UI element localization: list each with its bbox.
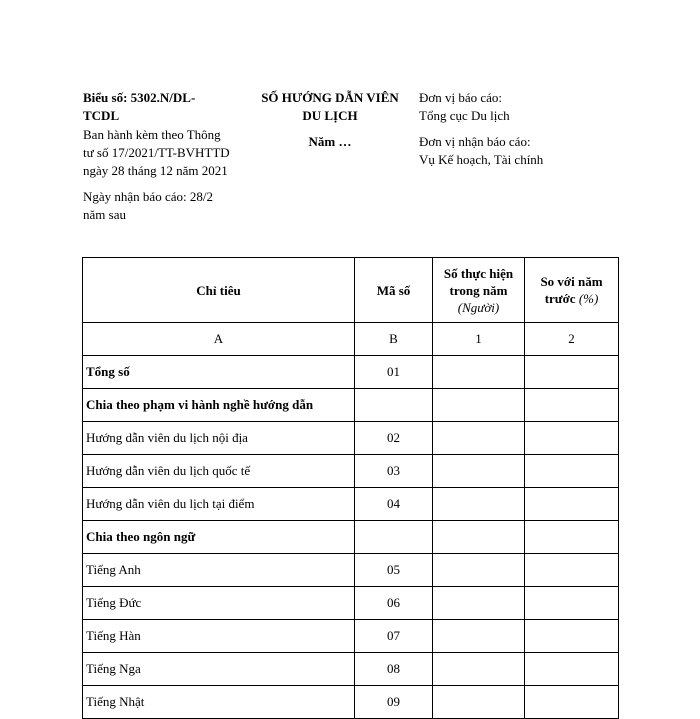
value-cell xyxy=(525,620,619,653)
row-code: 06 xyxy=(355,587,433,620)
table-row xyxy=(83,653,619,686)
table-row xyxy=(83,554,619,587)
form-info-block xyxy=(83,89,243,224)
value-cell xyxy=(433,356,525,389)
letter-cell: B xyxy=(355,323,433,356)
table-row xyxy=(83,356,619,389)
table-row xyxy=(83,521,619,554)
row-label: Chia theo phạm vi hành nghề hướng dẫn xyxy=(83,389,355,422)
row-label: Tổng số xyxy=(83,356,355,389)
row-label: Hướng dẫn viên du lịch quốc tế xyxy=(83,455,355,488)
row-code: 07 xyxy=(355,620,433,653)
row-label: Tiếng Nhật xyxy=(83,686,355,719)
value-cell xyxy=(525,455,619,488)
letter-cell: 2 xyxy=(525,323,619,356)
value-cell xyxy=(525,356,619,389)
value-cell xyxy=(433,587,525,620)
row-label: Hướng dẫn viên du lịch nội địa xyxy=(83,422,355,455)
receiving-unit-value: Vụ Kế hoạch, Tài chính xyxy=(419,152,544,167)
value-cell xyxy=(433,422,525,455)
table-row xyxy=(83,422,619,455)
report-title-block xyxy=(250,89,410,151)
table-row xyxy=(83,620,619,653)
value-cell xyxy=(525,554,619,587)
row-code: 01 xyxy=(355,356,433,389)
value-cell xyxy=(433,521,525,554)
value-cell xyxy=(433,620,525,653)
row-label: Tiếng Đức xyxy=(83,587,355,620)
value-cell xyxy=(525,389,619,422)
table-row xyxy=(83,686,619,719)
row-label: Hướng dẫn viên du lịch tại điểm xyxy=(83,488,355,521)
form-code: Biểu số: 5302.N/DL- TCDL xyxy=(83,90,196,123)
table-header-row xyxy=(83,258,619,323)
row-label: Tiếng Nga xyxy=(83,653,355,686)
value-cell xyxy=(525,521,619,554)
table-row xyxy=(83,389,619,422)
value-cell xyxy=(525,587,619,620)
value-cell xyxy=(433,389,525,422)
row-code xyxy=(355,521,433,554)
reporting-unit-value: Tổng cục Du lịch xyxy=(419,108,510,123)
value-cell xyxy=(525,686,619,719)
row-code: 02 xyxy=(355,422,433,455)
issuance-note: Ban hành kèm theo Thông tư số 17/2021/TT-BVHTTD ngày 28 tháng 12 năm 2021 xyxy=(83,127,230,178)
value-cell xyxy=(433,686,525,719)
report-deadline: Ngày nhận báo cáo: 28/2 năm sau xyxy=(83,189,213,222)
row-code: 08 xyxy=(355,653,433,686)
value-cell xyxy=(433,488,525,521)
header-actual: Số thực hiện trong năm (Người) xyxy=(433,258,525,323)
row-label: Chia theo ngôn ngữ xyxy=(83,521,355,554)
value-cell xyxy=(525,653,619,686)
row-code: 09 xyxy=(355,686,433,719)
reporting-unit-label: Đơn vị báo cáo: xyxy=(419,90,503,105)
row-code xyxy=(355,389,433,422)
value-cell xyxy=(433,455,525,488)
header-compare: So với năm trước (%) xyxy=(525,258,619,323)
letter-cell: A xyxy=(83,323,355,356)
letter-cell: 1 xyxy=(433,323,525,356)
row-code: 05 xyxy=(355,554,433,587)
row-label: Tiếng Hàn xyxy=(83,620,355,653)
value-cell xyxy=(525,422,619,455)
table-row xyxy=(83,488,619,521)
table-row xyxy=(83,587,619,620)
row-label: Tiếng Anh xyxy=(83,554,355,587)
value-cell xyxy=(433,554,525,587)
header-indicator: Chỉ tiêu xyxy=(83,258,355,323)
row-code: 03 xyxy=(355,455,433,488)
value-cell xyxy=(525,488,619,521)
column-letter-row xyxy=(83,323,619,356)
receiving-unit-label: Đơn vị nhận báo cáo: xyxy=(419,134,531,149)
header-code: Mã số xyxy=(355,258,433,323)
row-code: 04 xyxy=(355,488,433,521)
report-title: SỐ HƯỚNG DẪN VIÊN DU LỊCH xyxy=(261,90,399,123)
table-row xyxy=(83,455,619,488)
units-block xyxy=(419,89,619,169)
report-year: Năm … xyxy=(308,134,352,149)
value-cell xyxy=(433,653,525,686)
report-table xyxy=(82,257,619,719)
